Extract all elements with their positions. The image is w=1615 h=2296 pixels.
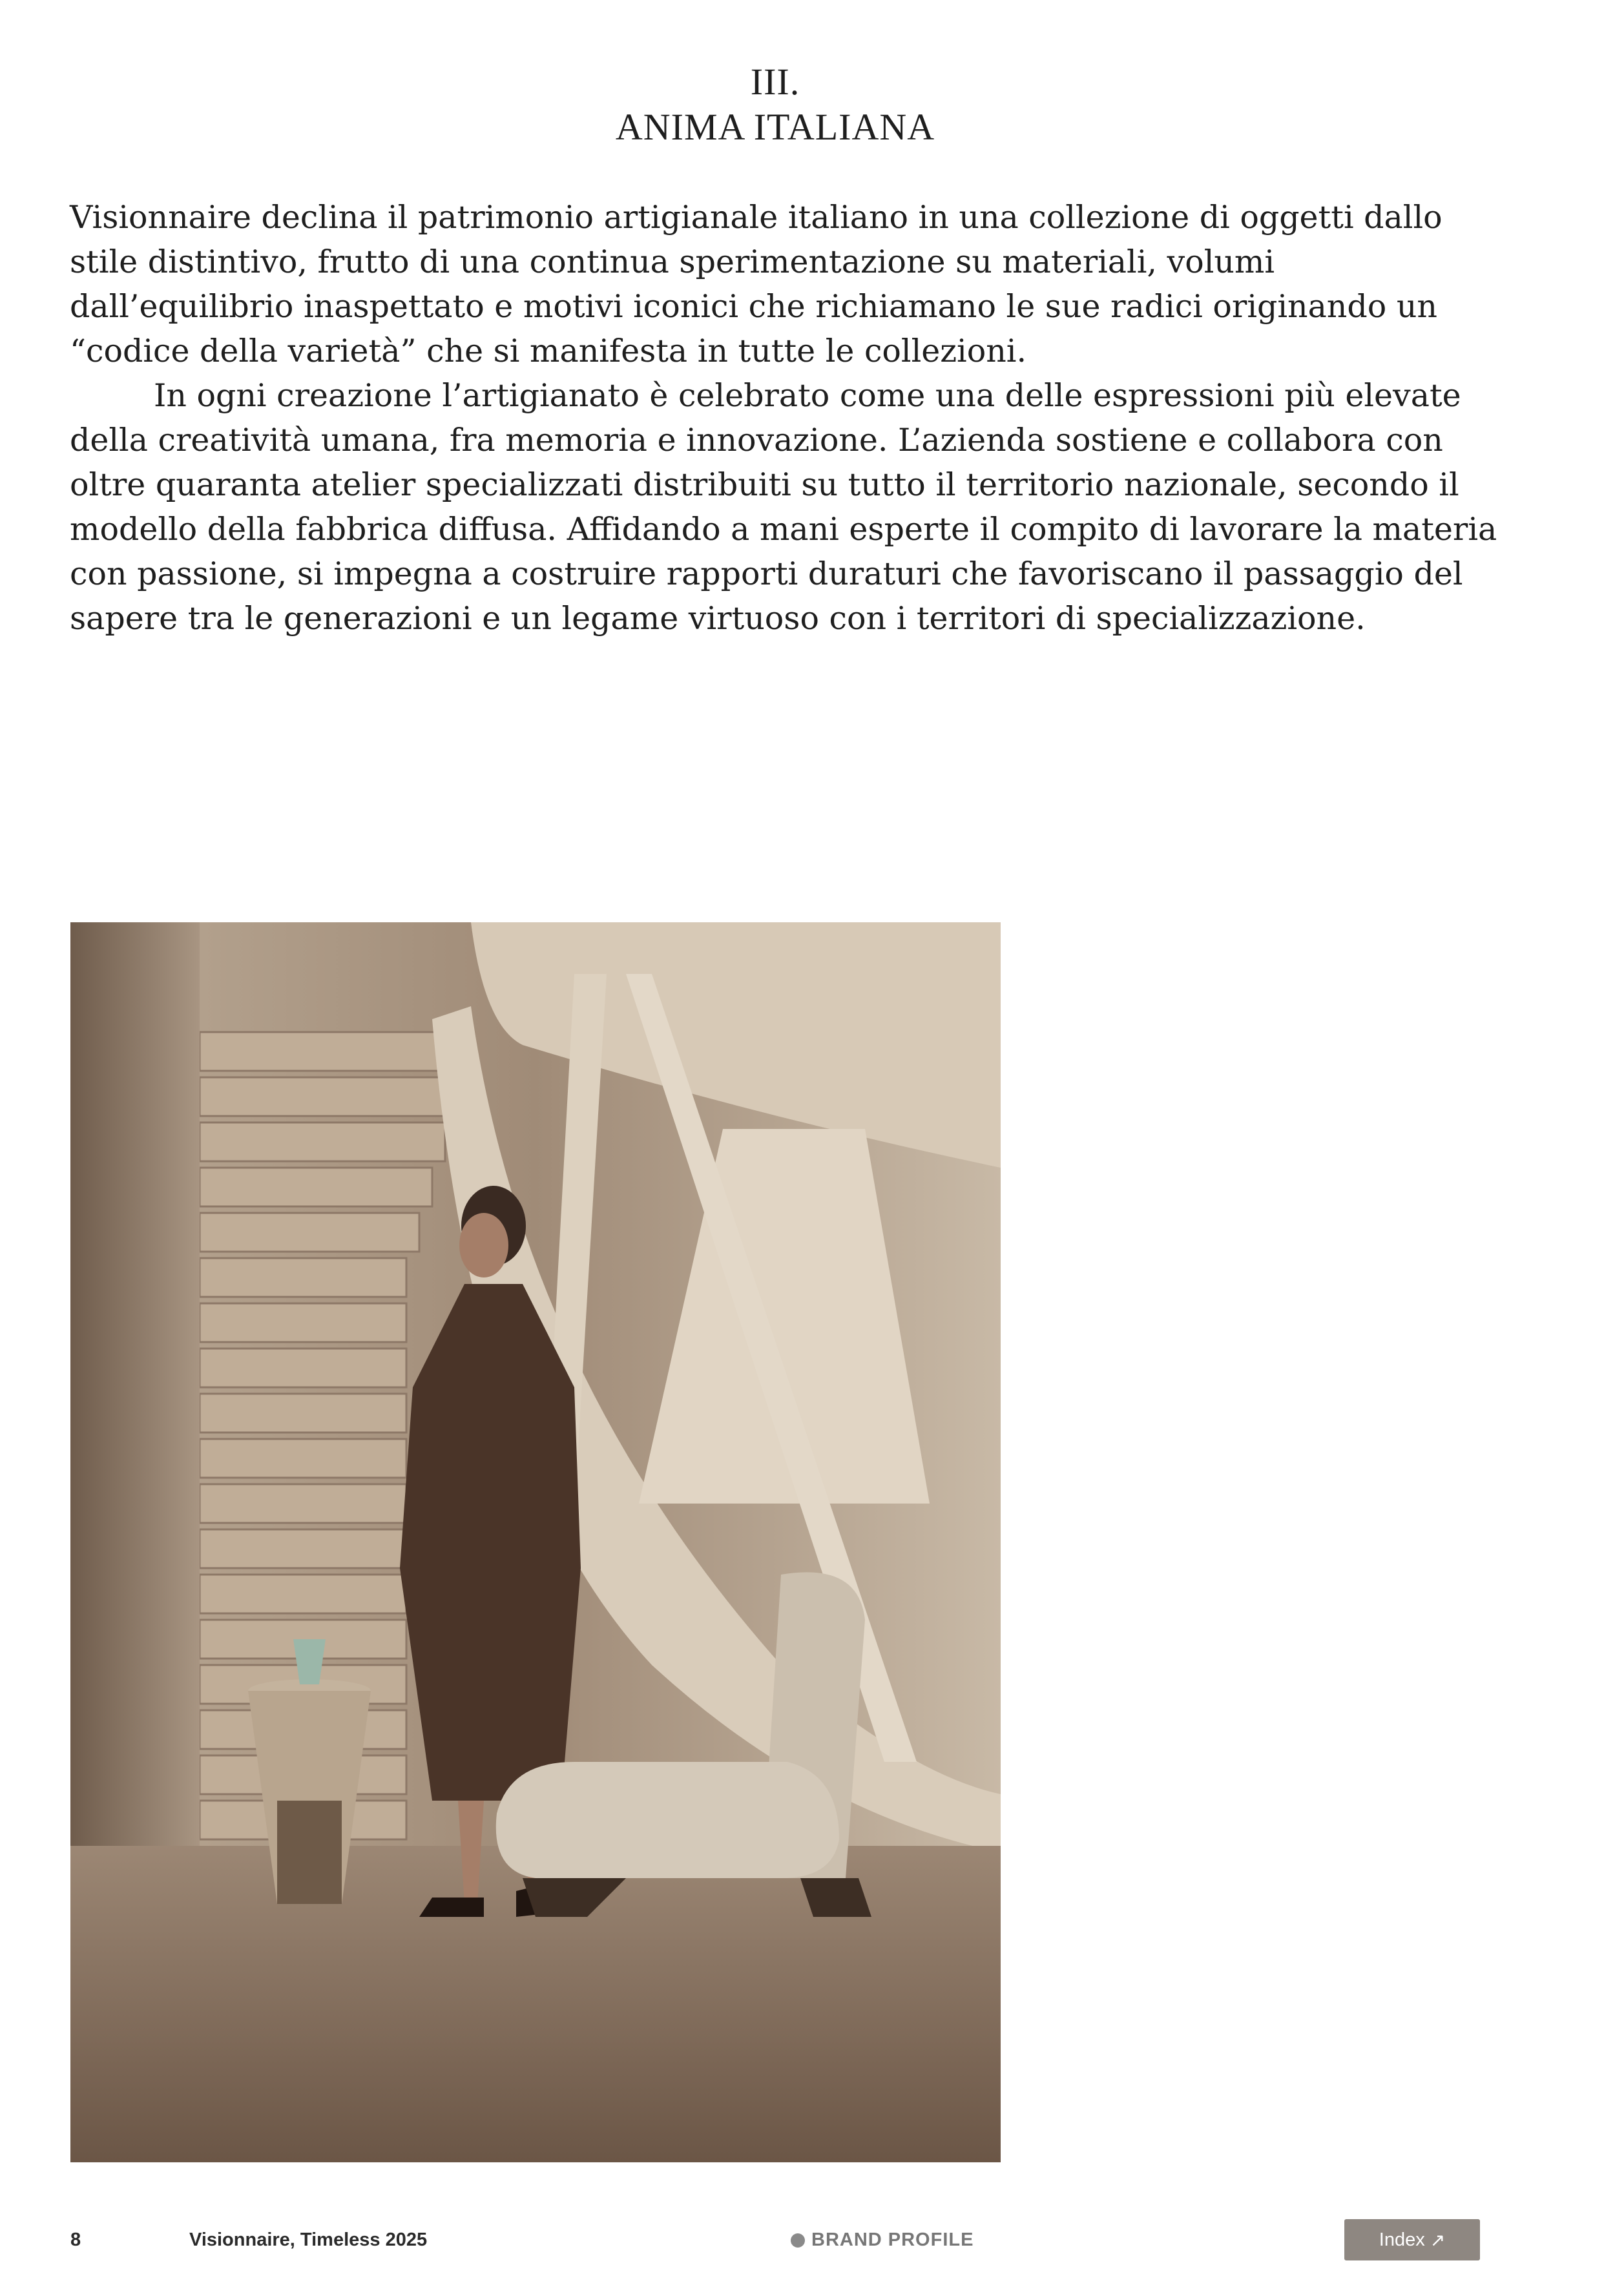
chapter-heading <box>0 59 1550 150</box>
index-label: Index <box>1379 2229 1425 2250</box>
section-text: BRAND PROFILE <box>811 2229 974 2250</box>
page-number: 8 <box>70 2229 81 2250</box>
chapter-numeral: III. <box>750 61 800 103</box>
paragraph-2: In ogni creazione l’artigianato è celebrato come una delle espressioni più elevate della creatività umana, fra memoria e innovazione. L’azienda sostiene e collabora con oltre quaranta atelier specializzati distribuiti su tutto il territorio nazionale, secondo il modello della fabbrica diffusa. Affidando a mani esperte il compito di lavorare la materia con passione, si impegna a costruire rapporti duraturi che favoriscano il passaggio del sapere tra le generazioni e un legame virtuoso con i territori di specializzazione. <box>70 377 1497 637</box>
interior-photo <box>70 922 1001 2162</box>
arrow-up-right-icon: ↗ <box>1430 2229 1446 2250</box>
paragraph-1: Visionnaire declina il patrimonio artigianale italiano in una collezione di oggetti dallo stile distintivo, frutto di una continua sperimentazione su materiali, volumi dall’equilibrio inaspettato e motivi iconici che richiamano le sue radici originando un “codice della varietà” che si manifesta in tutte le collezioni. <box>70 199 1443 369</box>
page-footer <box>0 2219 1615 2260</box>
photo-illustration <box>70 922 1001 2162</box>
publication-title: Visionnaire, Timeless 2025 <box>189 2229 428 2250</box>
chapter-title: ANIMA ITALIANA <box>615 106 935 148</box>
body-text <box>70 195 1497 641</box>
section-label <box>791 2229 974 2251</box>
index-button[interactable] <box>1344 2219 1480 2260</box>
dot-icon <box>791 2233 805 2248</box>
